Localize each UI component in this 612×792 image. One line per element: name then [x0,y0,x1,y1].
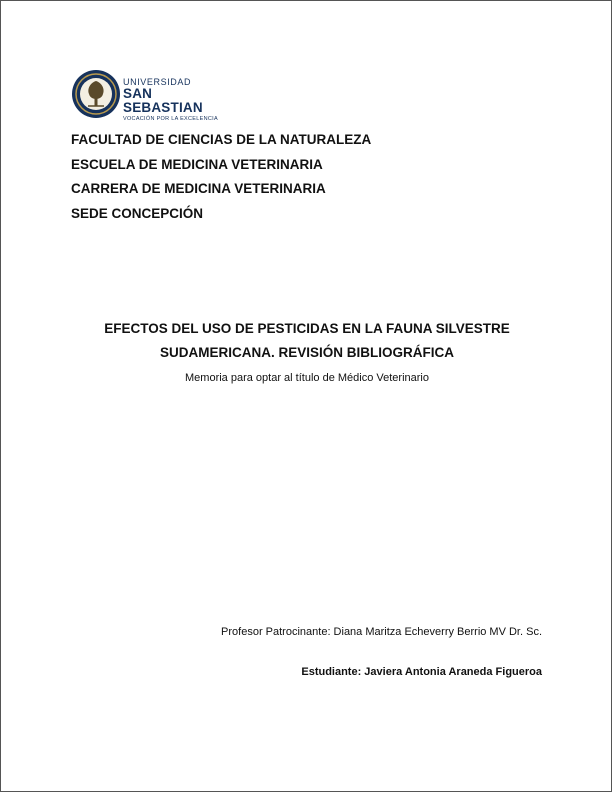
faculty-block [71,128,371,227]
logo-university-name: SAN SEBASTIAN [123,86,203,115]
logo-wordmark [123,77,233,124]
campus-name: SEDE CONCEPCIÓN [71,206,204,222]
logo-university-label: UNIVERSIDAD [123,77,192,87]
program-name: CARRERA DE MEDICINA VETERINARIA [71,181,326,197]
university-logo [71,69,231,123]
faculty-name: FACULTAD DE CIENCIAS DE LA NATURALEZA [71,132,372,147]
thesis-title-line-2: SUDAMERICANA. REVISIÓN BIBLIOGRÁFICA [159,345,454,360]
thesis-subtitle: Memoria para optar al título de Médico Veterinario [185,372,429,384]
school-name: ESCUELA DE MEDICINA VETERINARIA [71,156,323,172]
thesis-title-line-1: EFECTOS DEL USO DE PESTICIDAS EN LA FAUNA SILVESTRE [104,321,510,336]
student-name: Estudiante: Javiera Antonia Araneda Figueroa [301,666,542,678]
university-seal-icon [71,69,121,119]
logo-motto: VOCACIÓN POR LA EXCELENCIA [123,116,218,122]
sponsoring-professor: Profesor Patrocinante: Diana Maritza Echeverry Berrio MV Dr. Sc. [221,626,542,638]
